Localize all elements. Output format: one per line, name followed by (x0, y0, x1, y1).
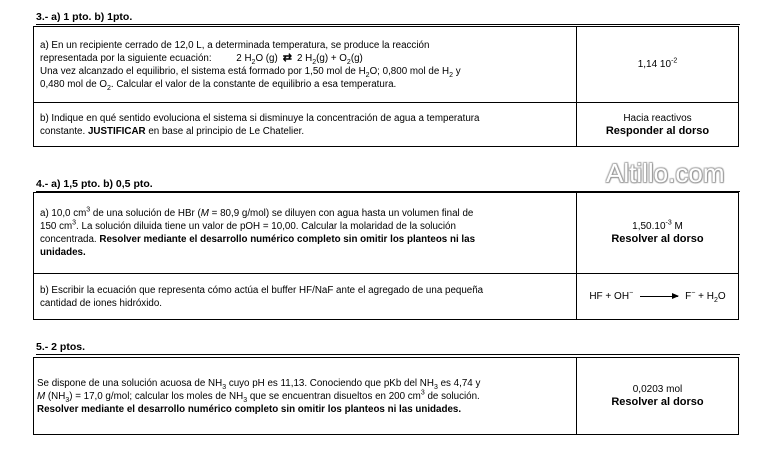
q3a-answer: 1,14 $10^{-2}$ (637, 57, 678, 70)
reaction-arrow-icon (640, 296, 678, 297)
q4b-answer (577, 274, 738, 319)
watermark-logo: Altillo.com (606, 158, 725, 188)
q5-row (34, 358, 738, 434)
q3-table (33, 26, 739, 147)
q3a-question: a) En un recipiente cerrado de 12,0 L, a determinada temperatura, se produce la reacción representada por la siguiente ecuación: 2 $H_2O$ (g) ⇄ 2 $H_2(g) + O_2(g)$ Una vez alcanzado el equilibrio, el sistema está formado por 1,50 mol de $H_2O$; 0,800 mol de $H_2$ y 0,480 mol de $O_2$. Calcular el valor de la constante de equilibrio a esa temperatura. (34, 27, 577, 102)
q5-answer: 0,0203 mol Resolver al dorso (611, 384, 704, 408)
buffer-equation: HF + OH− $F^- + H_2O$ (589, 289, 726, 304)
q5-question: Se dispone de una solución acuosa de $NH_3$ cuyo pH es 11,13. Conociendo que pKb del $NH_3$ es 4,74 y M $(NH_3) = 17,0$ g/mol; calcular los moles de $NH_3$ que se encuentran disueltos en 200 $cm^3$ de solución. Resolver mediante el desarrollo numérico completo sin omitir los planteos ni las unidades. (34, 358, 577, 434)
q5-table (33, 357, 739, 435)
q4a-question: a) 10,0 $cm^3$ de una solución de HBr (M = 80,9 g/mol) se diluyen con agua hasta un volumen final de 150 $cm^3$. La solución diluida tiene un valor de pOH = 10,00. Calcular la molaridad de la solución concentrada. Resolver mediante el desarrollo numérico completo sin omitir los planteos ni las unidades. (34, 193, 577, 273)
q3b-answer: Hacia reactivos Responder al dorso (605, 112, 710, 137)
q4-row-b (34, 273, 738, 319)
q5-heading: 5.- 2 ptos. (36, 341, 740, 355)
q3a-equation: 2 $H_2O$ (g) ⇄ 2 $H_2(g) + O_2(g)$ (236, 51, 363, 66)
q4-table (33, 192, 739, 320)
q3-heading: 3.- a) 1 pto. b) 1pto. (36, 11, 740, 25)
equilibrium-arrow-icon: ⇄ (282, 51, 292, 64)
q3-row-b (34, 102, 738, 146)
q3-row-a (34, 27, 738, 102)
q4-row-a (34, 193, 738, 273)
q3b-question: b) Indique en qué sentido evoluciona el sistema si disminuye la concentración de agua a temperatura constante. JUSTIFICAR en base al principio de Le Chatelier. (34, 103, 577, 146)
q4b-question: b) Escribir la ecuación que representa cómo actúa el buffer HF/NaF ante el agregado de una pequeña cantidad de iones hidróxido. (34, 274, 577, 319)
q4a-answer: $1,50.10^{-3}$ M Resolver al dorso (611, 219, 704, 245)
q4-heading: 4.- a) 1,5 pto. b) 0,5 pto. (36, 178, 740, 192)
